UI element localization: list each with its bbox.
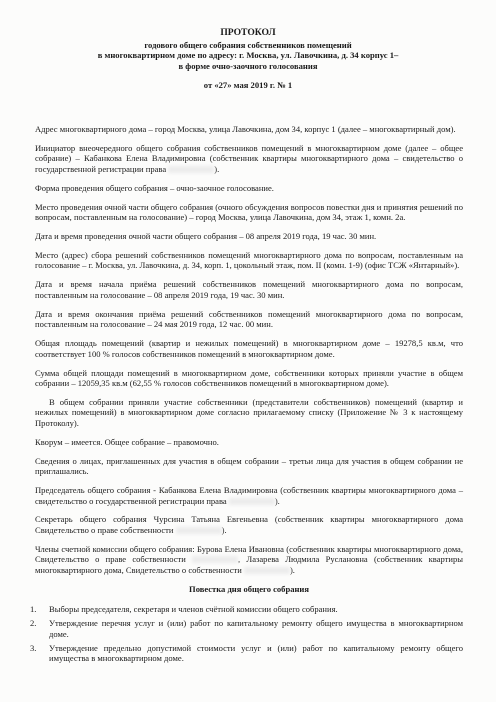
- redacted-text: [244, 567, 290, 574]
- redacted-text: [176, 527, 222, 534]
- paragraph-collection-place: Место (адрес) сбора решений собственников помещений многоквартирного дома по вопросам, поставленным на голосование – г. Москва, ул. Лавочкина, д. 34, корп. 1, цокольный этаж, пом. II (комн. 1-9) (офис ТСЖ «Янтарный»).: [35, 249, 463, 271]
- paragraph-counting-commission: Члены счетной комиссии общего собрания: Бурова Елена Ивановна (собственник квартиры многоквартирного дома, Свидетельство о праве собственности , Лазарева Людмила Руслановна (собственник квартиры многоквартирного дома, Свидетельство о собственности ).: [35, 543, 463, 575]
- paragraph-initiator: Инициатор внеочередного общего собрания собственников помещений в многоквартирном доме (далее – общее собрание) – Кабанкова Елена Владимировна (собственник квартиры многоквартирного дома – свидетельство о государственной регистрации права ).: [35, 142, 463, 174]
- protocol-date: от «27» мая 2019 г. № 1: [203, 80, 293, 91]
- paragraph-end-date: Дата и время окончания приёма решений собственников помещений многоквартирного дома по вопросам, поставленным на голосование – 24 мая 2019 года, 12 час. 00 мин.: [35, 308, 463, 330]
- paragraph-participants: В общем собрании приняли участие собственники (представители собственников) помещений (квартир и нежилых помещений) в многоквартирном доме согласно прилагаемому списку (Приложение № 3 к настоящему Протоколу).: [35, 396, 463, 428]
- header-line-3: в форме очно-заочного голосования: [178, 60, 318, 71]
- paragraph-total-area: Общая площадь помещений (квартир и нежилых помещений) в многоквартирном доме – 19278,5 кв.м, что соответствует 100 % голосов собственников помещений в многоквартирном доме.: [35, 338, 463, 359]
- agenda-list: [30, 604, 463, 664]
- paragraph-invited: Сведения о лицах, приглашенных для участия в общем собрании – третьи лица для участия в общем собрании не приглашались.: [35, 455, 463, 477]
- paragraph-secretary: Секретарь общего собрания Чурсина Татьяна Евгеньевна (собственник квартиры многоквартирного дома Свидетельство о праве собственности ).: [35, 514, 463, 535]
- protocol-header: [30, 28, 466, 91]
- protocol-body: [30, 124, 463, 667]
- agenda-item: 2. Утверждение перечня услуг и (или) работ по капитальному ремонту общего имущества в многоквартирном доме.: [30, 618, 463, 639]
- header-line-2: в многоквартирном доме по адресу: г. Москва, ул. Лавочкина, д. 34 корпус 1–: [97, 50, 399, 61]
- paragraph-start-date: Дата и время начала приёма решений собственников помещений многоквартирного дома по вопросам, поставленным на голосование – 08 апреля 2019 года, 19 час. 30 мин.: [35, 279, 463, 300]
- paragraph-form: Форма проведения общего собрания – очно-заочное голосование.: [35, 182, 274, 193]
- paragraph-quorum: Кворум – имеется. Общее собрание – правомочно.: [35, 436, 219, 447]
- paragraph-in-person-date: Дата и время проведения очной части общего собрания – 08 апреля 2019 года, 19 час. 30 мин.: [35, 231, 377, 242]
- document-title: ПРОТОКОЛ: [220, 27, 276, 38]
- paragraph-address: Адрес многоквартирного дома – город Москва, улица Лавочкина, дом 34, корпус 1 (далее – многоквартирный дом).: [35, 124, 456, 134]
- redacted-text: [168, 166, 214, 173]
- header-line-1: годового общего собрания собственников помещений: [144, 39, 352, 50]
- redacted-text: [229, 498, 275, 505]
- paragraph-chairman: Председатель общего собрания - Кабанкова Елена Владимировна (собственник квартиры многоквартирного дома – свидетельство о государственной регистрации права ).: [35, 485, 463, 506]
- paragraph-participating-area: Сумма общей площади помещений в многоквартирном доме, собственники которых приняли участие в общем собрании – 12059,35 кв.м (62,55 % голосов собственников помещений в многоквартирном доме).: [35, 367, 463, 389]
- agenda-item: 3. Утверждение предельно допустимой стоимости услуг и (или) работ по капитальному ремонту общего имущества в многоквартирном доме.: [30, 642, 463, 664]
- agenda-item: 1. Выборы председателя, секретаря и членов счётной комиссии общего собрания.: [30, 604, 338, 615]
- agenda-title: Повестка дня общего собрания: [189, 583, 309, 594]
- redacted-text: [192, 556, 238, 563]
- paragraph-place: Место проведения очной части общего собрания (очного обсуждения вопросов повестки дня и принятия решений по вопросам, поставленным на голосование) – город Москва, улица Лавочкина, дом 34, этаж 1, комн. 2а.: [35, 201, 463, 223]
